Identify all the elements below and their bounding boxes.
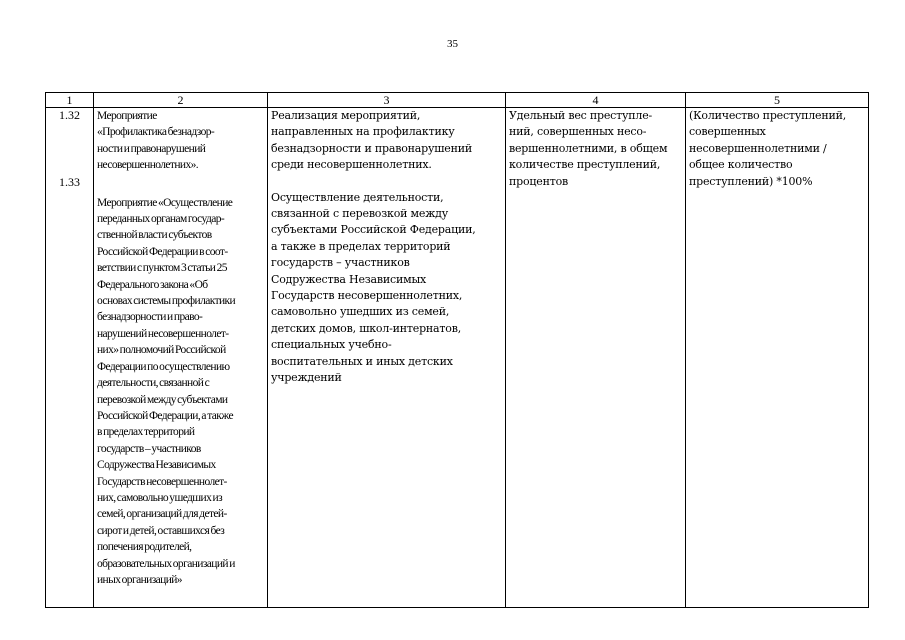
- table-header-row: [46, 93, 869, 108]
- activity-1-33: Мероприятие «Осуществление переданных органам государ- ственной власти субъектов Российской Федерации в соот- ветствии с пунктом 3 статьи 25 Федерального закона «Об основах системы профилактики безнадзорности и право- нарушений несовершеннолет- них» полномочий Российской Федерации по осуществлению деятельности, связанной с перевозкой между субъектами Российской Федерации, а также в пределах территорий государств – участников Содружества Независимых Государств несовершеннолет- них, самовольно ушедших из семей, организаций для детей- сирот и детей, оставшихся без попечения родителей, образовательных организаций и иных организаций»: [97, 196, 236, 586]
- column-header-3: 3: [268, 93, 506, 108]
- row-id-1-33: 1.33: [59, 175, 80, 189]
- activity-1-32: Мероприятие «Профилактика безнадзор- ности и правонарушений несовершеннолетних».: [97, 110, 215, 172]
- activity-cell: [94, 108, 268, 608]
- description-1-32: Реализация мероприятий, направленных на профилактику безнадзорности и правонарушений среди несовершеннолетних.: [271, 109, 472, 172]
- row-id-1-32: 1.32: [59, 108, 80, 122]
- description-1-33: Осуществление деятельности, связанной с перевозкой между субъектами Российской Федерации, а также в пределах территорий государств – участников Содружества Независимых Государств несовершеннолетних, самовольно ушедших из семей, детских домов, школ-интернатов, специальных учебно- воспитательных и иных детских учреждений: [271, 190, 476, 385]
- table-row: [46, 108, 869, 608]
- description-cell: [268, 108, 506, 608]
- formula-cell: [686, 108, 869, 608]
- column-header-2: 2: [94, 93, 268, 108]
- row-ids-cell: [46, 108, 94, 608]
- column-header-1: 1: [46, 93, 94, 108]
- formula-text: (Количество преступлений, совершенных несовершеннолетними / общее количество преступлений) *100%: [689, 109, 847, 188]
- indicators-table: [45, 92, 869, 608]
- indicator-cell: [506, 108, 686, 608]
- page-number: 35: [447, 38, 458, 50]
- indicator-text: Удельный вес преступле- ний, совершенных несо- вершеннолетними, в общем количестве преступлений, процентов: [509, 109, 668, 188]
- column-header-4: 4: [506, 93, 686, 108]
- column-header-5: 5: [686, 93, 869, 108]
